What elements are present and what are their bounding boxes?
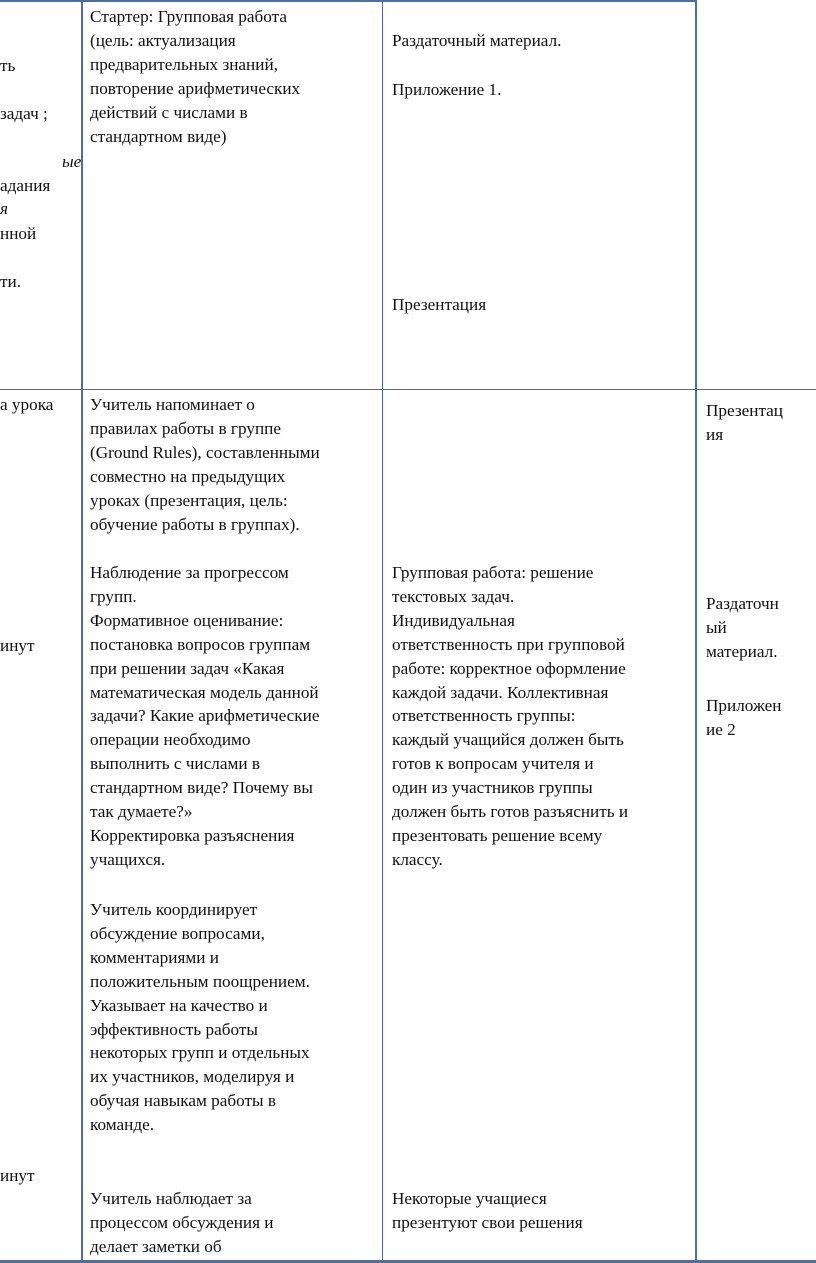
row1-col0-cell-lower [0,150,80,317]
group-work-text: Групповая работа: решение текстовых задач. Индивидуальная ответственность при групповой работе: корректное оформление каждой задачи. Коллективная ответственность группы: каждый учащийся должен быть готов к вопросам учителя и один из участников группы должен быть готов разъяснить и презентовать решение всему классу. [392,563,629,869]
presentation-label: Презентация [392,294,487,314]
row1-col0-line: ть [0,55,16,75]
row-divider [0,389,816,390]
teacher-ground-rules-text: Учитель напоминает о правилах работы в группе (Ground Rules), составленными совместно на предыдущих уроках (презентация, цель: обучение работы в группах). [90,395,320,534]
students-present-text: Некоторые учащиеся презентуют свои решения [392,1189,583,1232]
table-border-top [0,0,697,2]
row2-presentation-label: Презентац ия [706,401,784,444]
progress-observation-text: Наблюдение за прогрессом групп. Формативное оценивание: постановка вопросов группам при решении задач «Какая математическая модель данной задачи? Какие арифметические операции необходимо выполнить с числами в стандартном виде? Почему вы так думаете?» Корректировка разъяснения учащихся. [90,563,320,869]
row1-col0-line: нной [0,223,37,243]
handout-label: Раздаточный материал. [392,30,562,50]
column-divider-1 [81,0,83,1261]
row1-col0-line: ти. [0,271,22,291]
row1-presentation-cell [392,269,692,341]
teacher-observes-text: Учитель наблюдает за процессом обсуждения и делает заметки об [90,1189,274,1256]
row1-col0-line: я [0,199,8,219]
row1-col0-line: задач ; [0,103,48,123]
row1-appendix-cell [392,54,692,126]
row1-col0-line: адания [0,175,51,195]
row2-handout-label: Раздаточн ый материал. [706,594,779,661]
row2-col0-b: инут [0,636,35,655]
row2-col0-c: инут [0,1166,35,1185]
column-divider-3 [695,0,697,1261]
row2-col0-a: а урока [0,395,54,414]
appendix-1-label: Приложение 1. [392,79,502,99]
column-divider-2 [382,0,383,1261]
row2-appendix-2-label: Приложен ие 2 [706,696,782,739]
starter-activity-text: Стартер: Групповая работа (цель: актуализация предварительных знаний, повторение арифметических действий с числами в стандартном виде) [90,7,301,146]
row1-col0-line: ые [62,151,82,171]
teacher-coordinates-text: Учитель координирует обсуждение вопросами, комментариями и положительным поощрением. Указывает на качество и эффективность работы некоторых групп и отдельных их участников, моделируя и обучая навыкам работы в команде. [90,900,310,1135]
